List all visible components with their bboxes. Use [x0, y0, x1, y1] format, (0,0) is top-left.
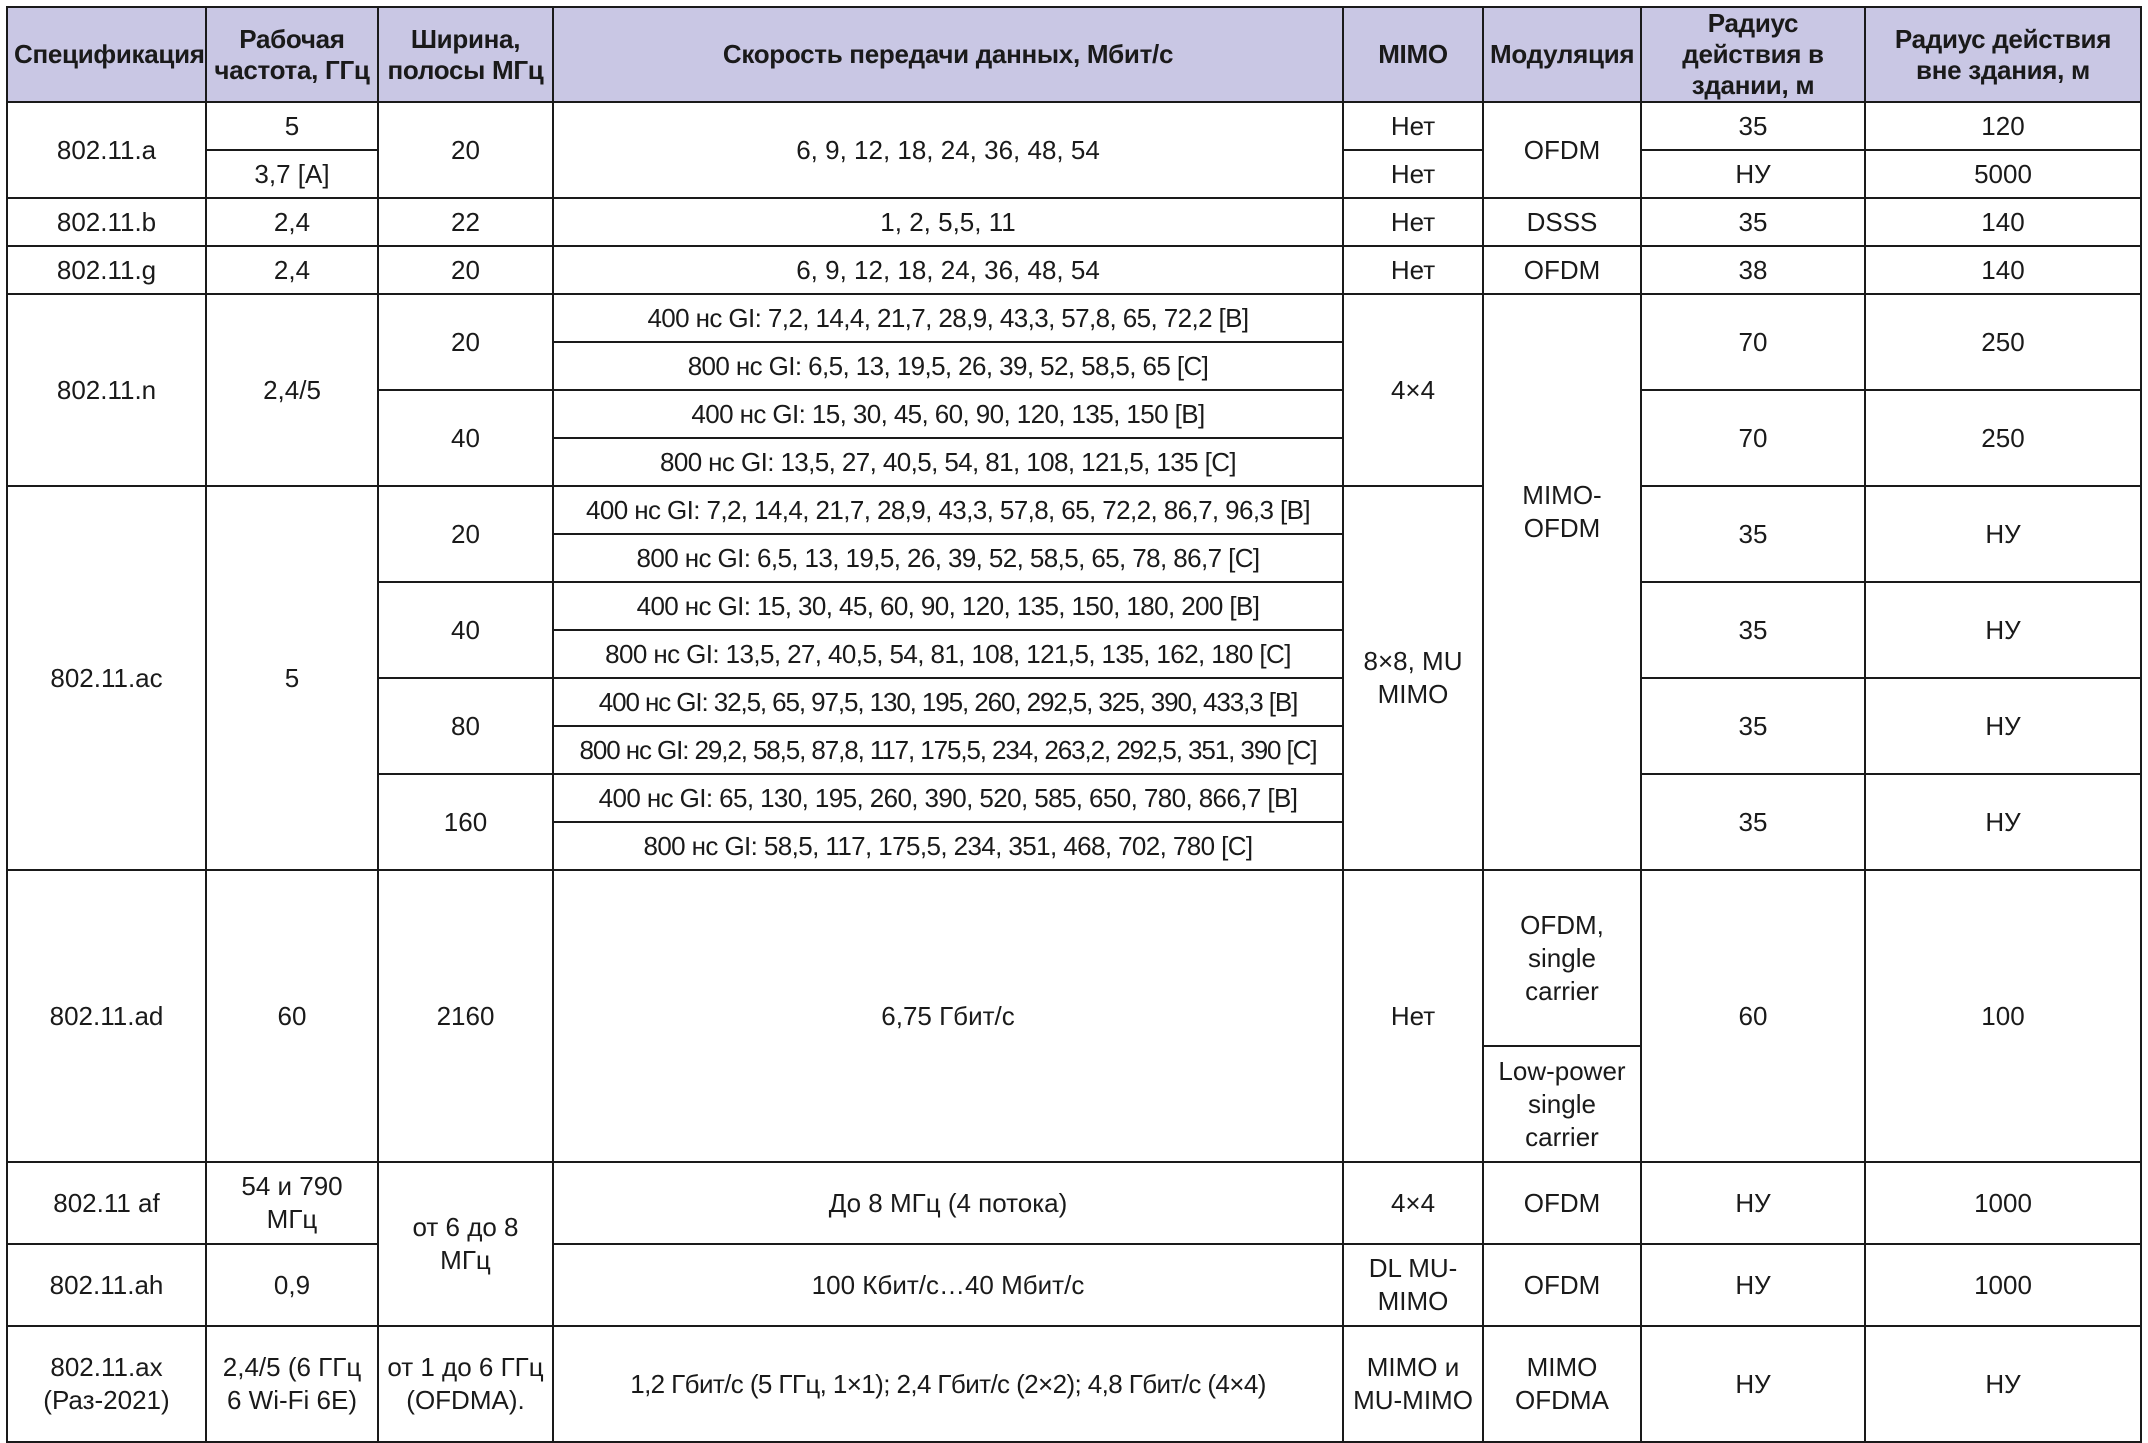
indoor-range-cell: 35 — [1641, 582, 1865, 678]
frequency-cell: 2,4/5 (6 ГГц 6 Wi-Fi 6E) — [206, 1326, 378, 1442]
outdoor-range-cell: 140 — [1865, 246, 2141, 294]
bandwidth-cell: 40 — [378, 390, 553, 486]
wifi-standards-table — [6, 6, 2142, 1443]
spec-cell: 802.11.ad — [7, 870, 206, 1162]
outdoor-range-cell: 140 — [1865, 198, 2141, 246]
frequency-cell: 2,4 — [206, 198, 378, 246]
header-row — [7, 7, 2141, 102]
mimo-cell: MIMO и MU-MIMO — [1343, 1326, 1483, 1442]
indoor-range-cell: 35 — [1641, 678, 1865, 774]
spec-cell: 802.11.ah — [7, 1244, 206, 1326]
mimo-cell: DL MU-MIMO — [1343, 1244, 1483, 1326]
mimo-cell: 8×8, MU MIMO — [1343, 486, 1483, 870]
spec-cell: 802.11.n — [7, 294, 206, 486]
indoor-range-cell: 35 — [1641, 102, 1865, 150]
outdoor-range-cell: 100 — [1865, 870, 2141, 1162]
outdoor-range-cell: НУ — [1865, 486, 2141, 582]
data-rate-cell: 800 нс GI: 29,2, 58,5, 87,8, 117, 175,5, 234, 263,2, 292,5, 351, 390 [C] — [553, 726, 1343, 774]
mimo-cell: Нет — [1343, 870, 1483, 1162]
spec-cell: 802.11.a — [7, 102, 206, 198]
header-modulation: Модуляция — [1483, 7, 1641, 102]
data-rate-cell: 100 Кбит/с…40 Мбит/с — [553, 1244, 1343, 1326]
modulation-cell: MIMO OFDMA — [1483, 1326, 1641, 1442]
data-rate-cell: 1, 2, 5,5, 11 — [553, 198, 1343, 246]
table-row — [7, 1162, 2141, 1244]
indoor-range-cell: 35 — [1641, 774, 1865, 870]
table-row — [7, 1326, 2141, 1442]
spec-cell: 802.11.b — [7, 198, 206, 246]
mimo-cell: 4×4 — [1343, 1162, 1483, 1244]
modulation-cell: DSSS — [1483, 198, 1641, 246]
mimo-cell: 4×4 — [1343, 294, 1483, 486]
mimo-cell: Нет — [1343, 246, 1483, 294]
mimo-cell: Нет — [1343, 198, 1483, 246]
table-row — [7, 486, 2141, 534]
bandwidth-cell: 22 — [378, 198, 553, 246]
data-rate-cell: До 8 МГц (4 потока) — [553, 1162, 1343, 1244]
indoor-range-cell: НУ — [1641, 150, 1865, 198]
data-rate-cell: 6,75 Гбит/с — [553, 870, 1343, 1162]
mimo-cell: Нет — [1343, 150, 1483, 198]
frequency-cell: 0,9 — [206, 1244, 378, 1326]
table-row — [7, 246, 2141, 294]
frequency-cell: 60 — [206, 870, 378, 1162]
modulation-cell: OFDM — [1483, 246, 1641, 294]
outdoor-range-cell: 1000 — [1865, 1162, 2141, 1244]
table-row — [7, 102, 2141, 150]
frequency-cell: 54 и 790 МГц — [206, 1162, 378, 1244]
spec-cell: 802.11 af — [7, 1162, 206, 1244]
indoor-range-cell: 35 — [1641, 198, 1865, 246]
outdoor-range-cell: НУ — [1865, 774, 2141, 870]
header-outdoor-range: Радиус действия вне здания, м — [1865, 7, 2141, 102]
indoor-range-cell: НУ — [1641, 1244, 1865, 1326]
data-rate-cell: 800 нс GI: 58,5, 117, 175,5, 234, 351, 468, 702, 780 [C] — [553, 822, 1343, 870]
data-rate-cell: 400 нс GI: 65, 130, 195, 260, 390, 520, 585, 650, 780, 866,7 [B] — [553, 774, 1343, 822]
bandwidth-cell: от 1 до 6 ГГц (OFDMA). — [378, 1326, 553, 1442]
indoor-range-cell: 70 — [1641, 390, 1865, 486]
modulation-cell: Low-power single carrier — [1483, 1046, 1641, 1162]
indoor-range-cell: 38 — [1641, 246, 1865, 294]
header-bandwidth: Ширина, полосы МГц — [378, 7, 553, 102]
spec-cell: 802.11.g — [7, 246, 206, 294]
bandwidth-cell: 80 — [378, 678, 553, 774]
outdoor-range-cell: 120 — [1865, 102, 2141, 150]
table-row — [7, 870, 2141, 1046]
modulation-cell: MIMO-OFDM — [1483, 294, 1641, 870]
header-frequency: Рабочая частота, ГГц — [206, 7, 378, 102]
outdoor-range-cell: 250 — [1865, 390, 2141, 486]
data-rate-cell: 6, 9, 12, 18, 24, 36, 48, 54 — [553, 246, 1343, 294]
data-rate-cell: 800 нс GI: 6,5, 13, 19,5, 26, 39, 52, 58,5, 65, 78, 86,7 [C] — [553, 534, 1343, 582]
data-rate-cell: 800 нс GI: 13,5, 27, 40,5, 54, 81, 108, 121,5, 135, 162, 180 [C] — [553, 630, 1343, 678]
data-rate-cell: 400 нс GI: 15, 30, 45, 60, 90, 120, 135, 150 [B] — [553, 390, 1343, 438]
header-data-rate: Скорость передачи данных, Мбит/с — [553, 7, 1343, 102]
bandwidth-cell: 40 — [378, 582, 553, 678]
bandwidth-cell: от 6 до 8 МГц — [378, 1162, 553, 1326]
indoor-range-cell: НУ — [1641, 1326, 1865, 1442]
outdoor-range-cell: НУ — [1865, 582, 2141, 678]
outdoor-range-cell: 5000 — [1865, 150, 2141, 198]
header-mimo: MIMO — [1343, 7, 1483, 102]
data-rate-cell: 400 нс GI: 7,2, 14,4, 21,7, 28,9, 43,3, 57,8, 65, 72,2 [B] — [553, 294, 1343, 342]
outdoor-range-cell: 1000 — [1865, 1244, 2141, 1326]
data-rate-cell: 1,2 Гбит/с (5 ГГц, 1×1); 2,4 Гбит/с (2×2); 4,8 Гбит/с (4×4) — [553, 1326, 1343, 1442]
mimo-cell: Нет — [1343, 102, 1483, 150]
data-rate-cell: 400 нс GI: 15, 30, 45, 60, 90, 120, 135, 150, 180, 200 [B] — [553, 582, 1343, 630]
bandwidth-cell: 2160 — [378, 870, 553, 1162]
modulation-cell: OFDM — [1483, 102, 1641, 198]
outdoor-range-cell: НУ — [1865, 678, 2141, 774]
modulation-cell: OFDM, single carrier — [1483, 870, 1641, 1046]
frequency-cell: 3,7 [A] — [206, 150, 378, 198]
header-spec: Спецификация — [7, 7, 206, 102]
header-indoor-range: Радиус действия в здании, м — [1641, 7, 1865, 102]
bandwidth-cell: 160 — [378, 774, 553, 870]
table-row — [7, 294, 2141, 342]
bandwidth-cell: 20 — [378, 246, 553, 294]
frequency-cell: 2,4 — [206, 246, 378, 294]
bandwidth-cell: 20 — [378, 486, 553, 582]
bandwidth-cell: 20 — [378, 102, 553, 198]
frequency-cell: 5 — [206, 486, 378, 870]
modulation-cell: OFDM — [1483, 1162, 1641, 1244]
data-rate-cell: 400 нс GI: 7,2, 14,4, 21,7, 28,9, 43,3, 57,8, 65, 72,2, 86,7, 96,3 [B] — [553, 486, 1343, 534]
bandwidth-cell: 20 — [378, 294, 553, 390]
indoor-range-cell: 70 — [1641, 294, 1865, 390]
spec-cell: 802.11.ac — [7, 486, 206, 870]
outdoor-range-cell: 250 — [1865, 294, 2141, 390]
modulation-cell: OFDM — [1483, 1244, 1641, 1326]
table-row — [7, 198, 2141, 246]
outdoor-range-cell: НУ — [1865, 1326, 2141, 1442]
data-rate-cell: 800 нс GI: 13,5, 27, 40,5, 54, 81, 108, 121,5, 135 [C] — [553, 438, 1343, 486]
data-rate-cell: 800 нс GI: 6,5, 13, 19,5, 26, 39, 52, 58,5, 65 [C] — [553, 342, 1343, 390]
table-row — [7, 1244, 2141, 1326]
spec-cell: 802.11.ax (Раз-2021) — [7, 1326, 206, 1442]
indoor-range-cell: НУ — [1641, 1162, 1865, 1244]
indoor-range-cell: 35 — [1641, 486, 1865, 582]
data-rate-cell: 6, 9, 12, 18, 24, 36, 48, 54 — [553, 102, 1343, 198]
frequency-cell: 2,4/5 — [206, 294, 378, 486]
indoor-range-cell: 60 — [1641, 870, 1865, 1162]
data-rate-cell: 400 нс GI: 32,5, 65, 97,5, 130, 195, 260, 292,5, 325, 390, 433,3 [B] — [553, 678, 1343, 726]
frequency-cell: 5 — [206, 102, 378, 150]
